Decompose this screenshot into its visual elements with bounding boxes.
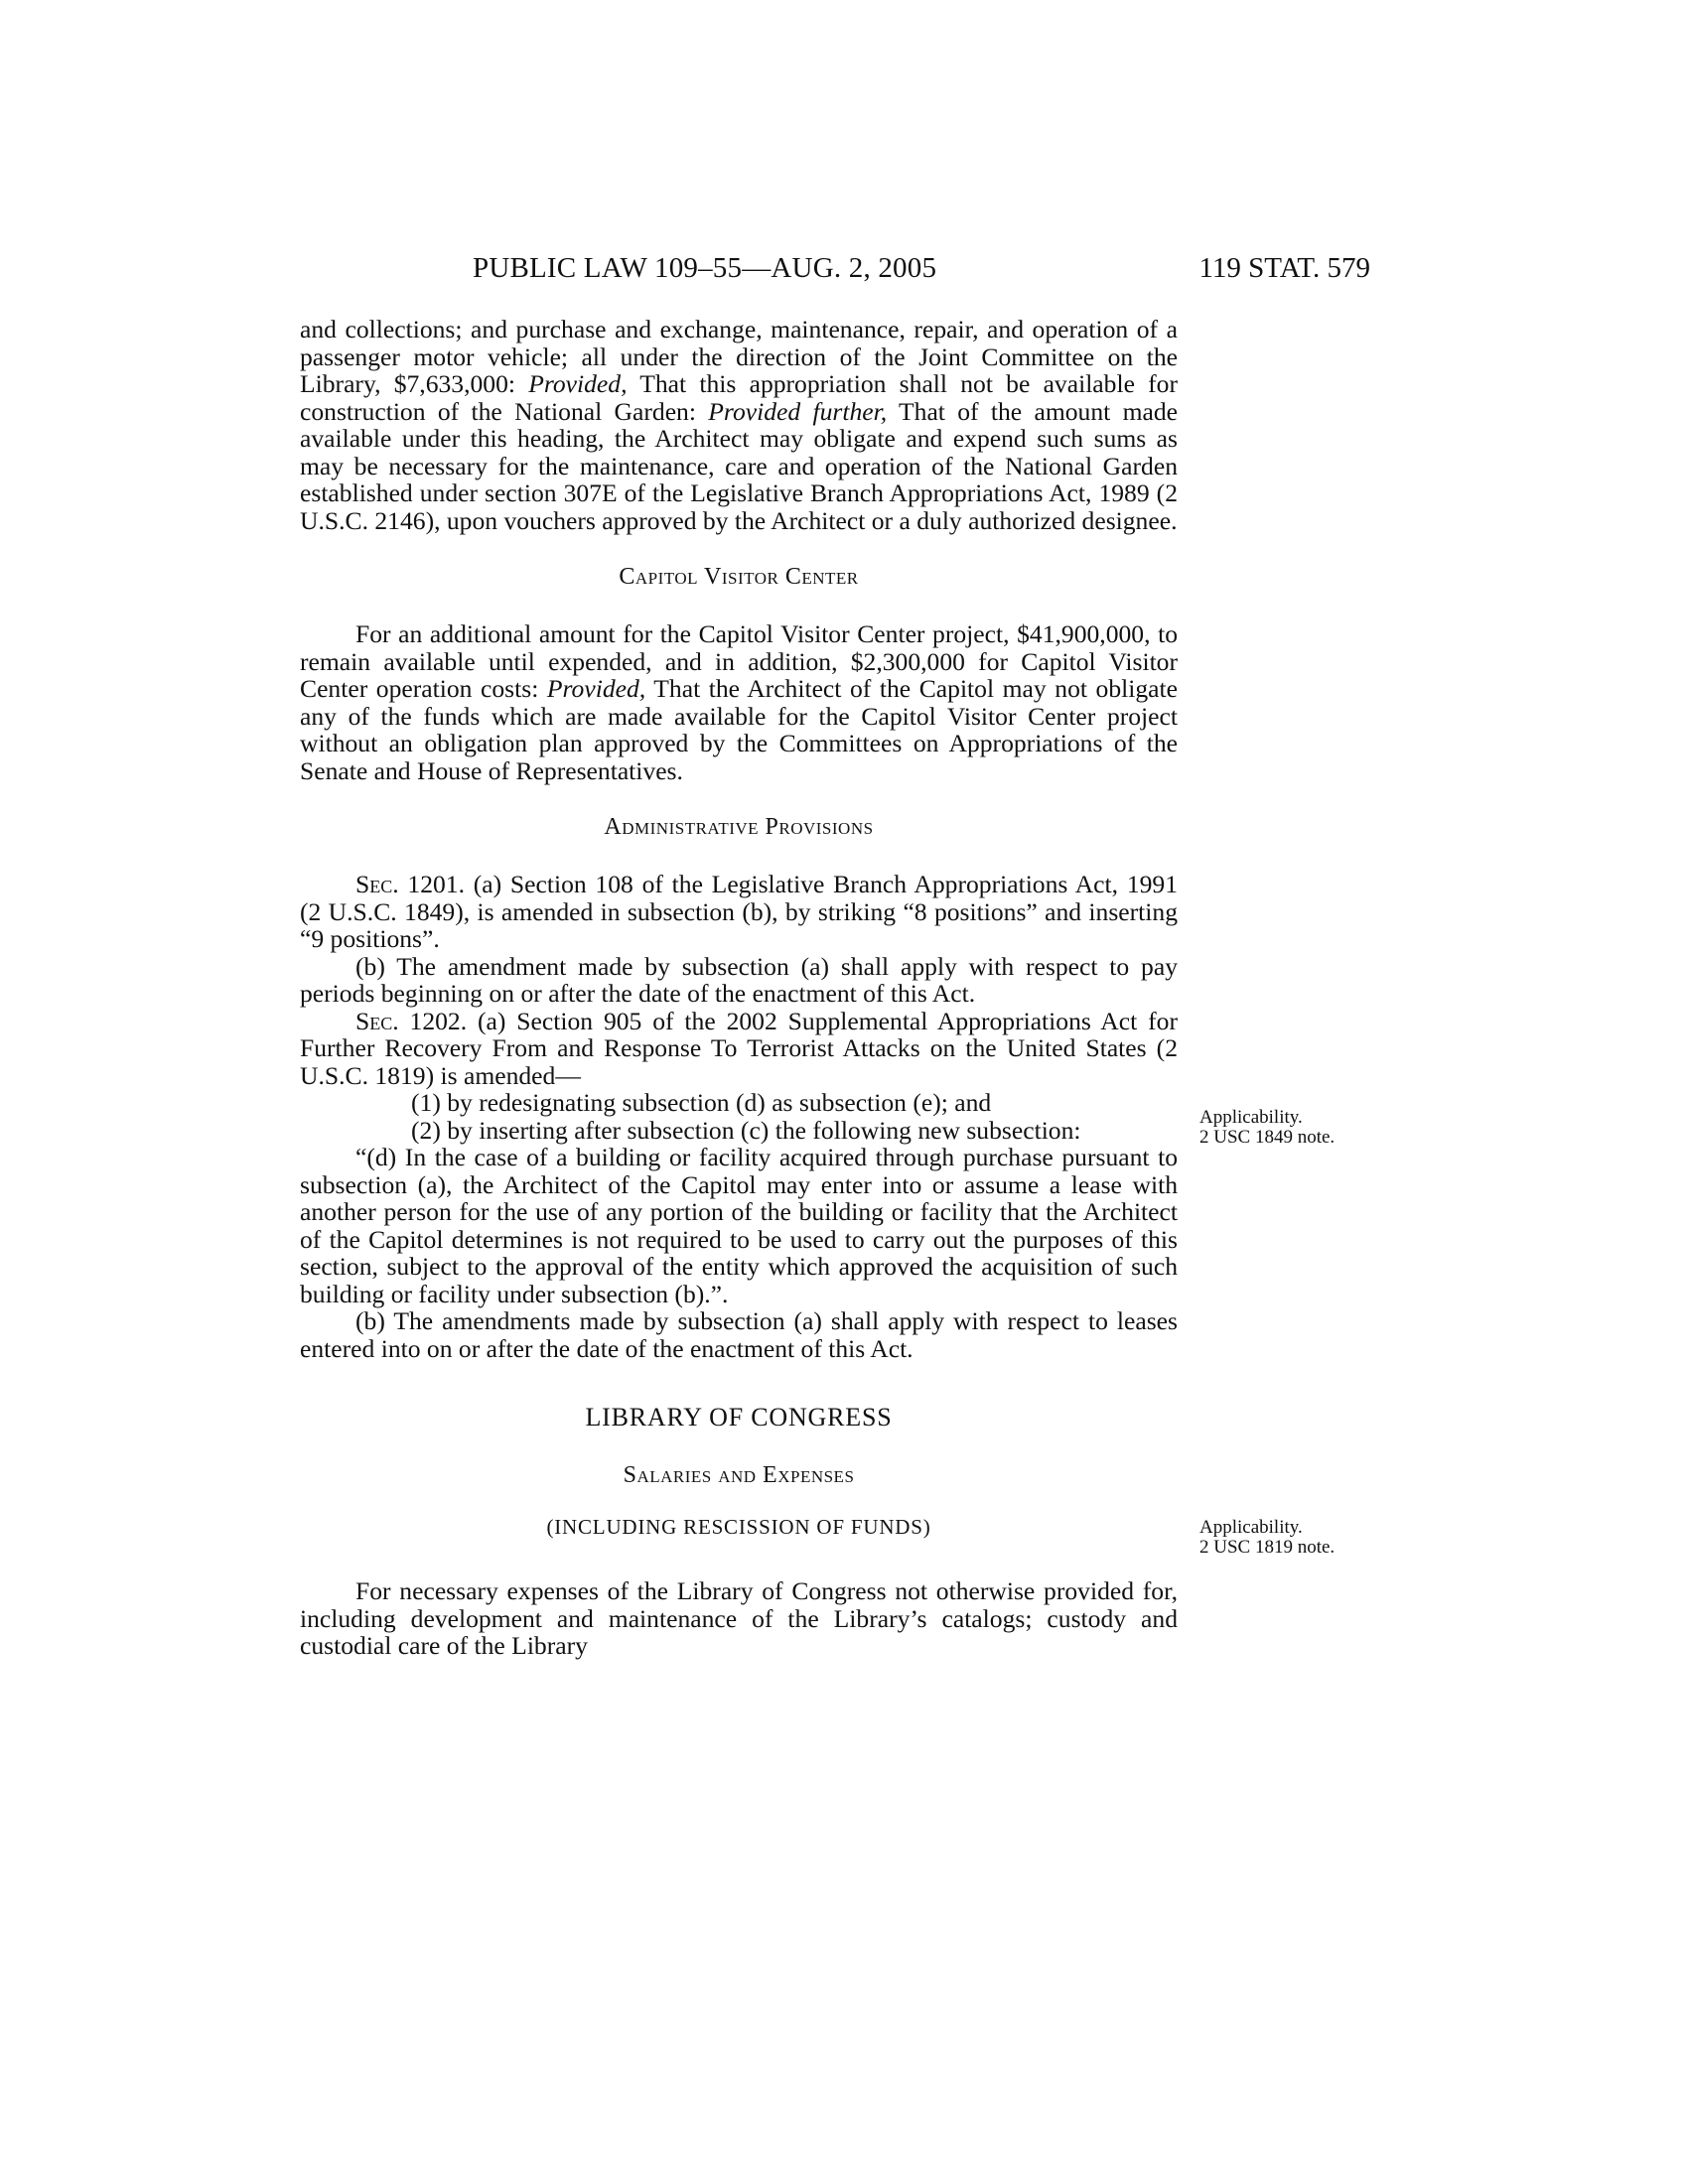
margin-note-2: Applicability. 2 USC 1819 note. [1199,1517,1336,1558]
statute-citation: 119 STAT. 579 [1198,252,1370,284]
heading-salaries-and-expenses: Salaries and Expenses [623,1462,855,1488]
quoted-subsection-d: “(d) In the case of a building or facility acquired through purchase pursuant to subsection (a), the Architect of the Capitol may enter into or assume a lease with another person for the use of any portion of the building or facility that the Architect of the Capitol determines is not required to be used to carry out the purposes of this section, subject to the approval of the entity which approved the acquisition of such building or facility under subsection (b).”. [300,1143,1178,1308]
heading-administrative-provisions: Administrative Provisions [604,814,874,840]
paragraph-architect-library: and collections; and purchase and exchange, maintenance, repair, and operation of a passenger motor vehicle; all under the direction of the Joint Committee on the Library, $7,633,000: Provided, That this appropriation shall not be available for construction of the National Garden: Provided further, That of the amount made available under this heading, the Architect may obligate and expend such sums as may be necessary for the maintenance, care and operation of the National Garden established under section 307E of the Legislative Branch Appropriations Act, 1989 (2 U.S.C. 2146), upon vouchers approved by the Architect or a duly authorized designee. [300,315,1178,535]
main-text [300,316,1178,1660]
proviso-italic: Provided further, [708,396,888,426]
section-1201-a: Sec. 1201. (a) Section 108 of the Legislative Branch Appropriations Act, 1991 (2 U.S.C. 1849), is amended in subsection (b), by striking “8 positions” and inserting “9 positions”. [300,870,1178,953]
section-1202-b: (b) The amendments made by subsection (a) shall apply with respect to leases entered into on or after the date of the enactment of this Act. [300,1306,1178,1363]
heading-library-of-congress: LIBRARY OF CONGRESS [585,1403,893,1432]
paragraph-capitol-visitor-center: For an additional amount for the Capitol Visitor Center project, $41,900,000, to remain available until expended, and in addition, $2,300,000 for Capitol Visitor Center operation costs: Provided, That the Architect of the Capitol may not obligate any of the funds which are made available for the Capitol Visitor Center project without an obligation plan approved by the Committees on Appropriations of the Senate and House of Representatives. [300,619,1179,785]
margin-note-1: Applicability. 2 USC 1849 note. [1199,1107,1336,1148]
heading-capitol-visitor-center: Capitol Visitor Center [619,564,859,590]
paragraph-library-expenses: For necessary expenses of the Library of Congress not otherwise provided for, including development and maintenance of the Library’s catalogs; custody and custodial care of the Library [300,1576,1178,1660]
heading-including-rescission: (INCLUDING RESCISSION OF FUNDS) [546,1515,931,1539]
page-header [298,252,1370,292]
proviso-italic: Provided, [528,369,628,398]
section-1202-item-1: (1) by redesignating subsection (d) as subsection (e); and [411,1088,992,1117]
running-head: PUBLIC LAW 109–55—AUG. 2, 2005 [473,252,937,284]
section-1202-a: Sec. 1202. (a) Section 905 of the 2002 Supplemental Appropriations Act for Further Recovery From and Response To Terrorist Attacks on the United States (2 U.S.C. 1819) is amended— [300,1006,1178,1090]
section-1201-b: (b) The amendment made by subsection (a) shall apply with respect to pay periods beginning on or after the date of the enactment of this Act. [300,951,1178,1008]
proviso-italic: Provided, [546,674,646,703]
section-1202-item-2: (2) by inserting after subsection (c) the following new subsection: [411,1115,1081,1145]
